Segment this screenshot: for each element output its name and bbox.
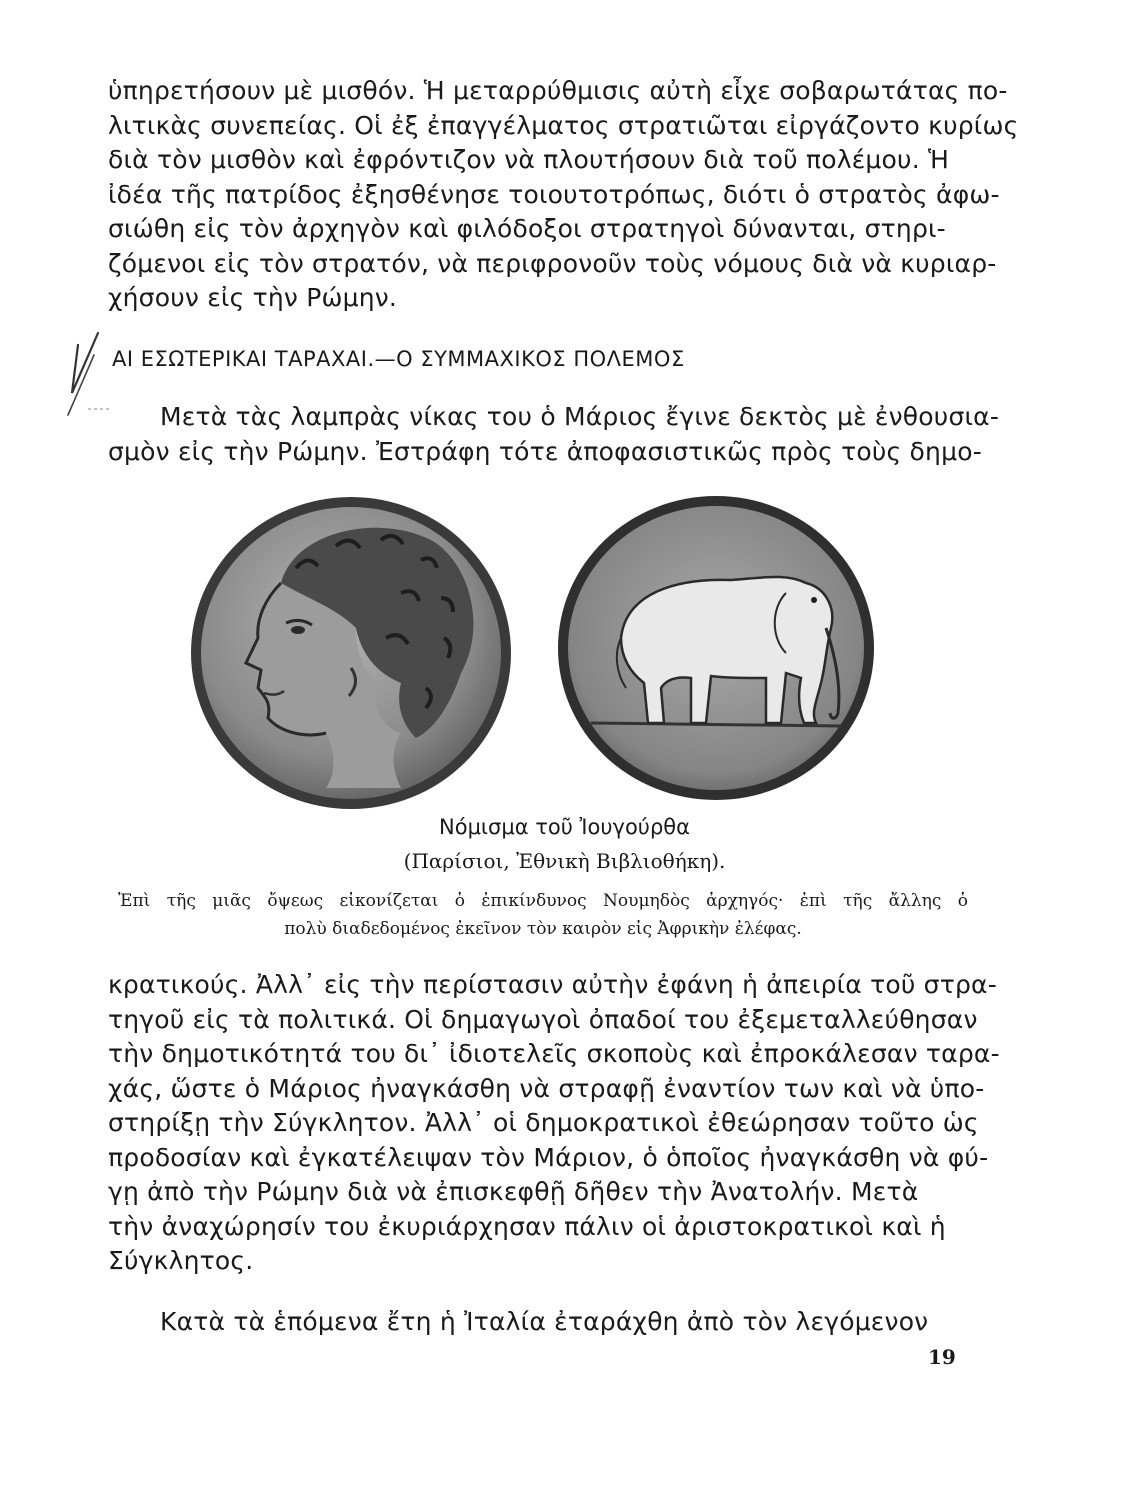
text-line: κρατικούς. Ἀλλ᾿ εἰς τὴν περίστασιν αὐτὴν ἐφάνη ἡ ἀπειρία τοῦ στρα-	[108, 970, 997, 999]
text-line: Μετὰ τὰς λαμπρὰς νίκας του ὁ Μάριος ἔγινε δεκτὸς μὲ ἐνθουσια-	[160, 402, 1000, 431]
text-line: διὰ τὸν μισθὸν καὶ ἐφρόντιζον νὰ πλουτήσουν διὰ τοῦ πολέμου. Ἡ	[108, 145, 950, 174]
text-line: τὴν δημοτικότητά του δι᾿ ἰδιοτελεῖς σκοποὺς καὶ ἐπροκάλεσαν ταρα-	[108, 1039, 1000, 1068]
text-line: λιτικὰς συνεπείας. Οἱ ἐξ ἐπαγγέλματος στρατιῶται εἰργάζοντο κυρίως	[108, 110, 1019, 140]
text-line: σιώθη εἰς τὸν ἀρχηγὸν καὶ φιλόδοξοι στρατηγοὶ δύνανται, στηρι-	[108, 214, 946, 243]
text-line: τὴν ἀναχώρησίν του ἐκυριάρχησαν πάλιν οἱ ἀριστοκρατικοὶ καὶ ἡ	[108, 1211, 946, 1241]
figure-caption-source: (Παρίσιοι, Ἐθνικὴ Βιβλιοθήκη).	[403, 849, 726, 873]
text-line: τηγοῦ εἰς τὰ πολιτικά. Οἱ δημαγωγοὶ ὀπαδοί του ἐξεμεταλλεύθησαν	[108, 1004, 978, 1034]
text-line: ἰδέα τῆς πατρίδος ἐξησθένησε τοιουτοτρόπως, διότι ὁ στρατὸς ἀφω-	[108, 179, 1000, 209]
page-number: 19	[928, 1345, 956, 1369]
text-line: στηρίξῃ τὴν Σύγκλητον. Ἀλλ᾿ οἱ δημοκρατικοὶ ἐθεώρησαν τοῦτο ὡς	[108, 1108, 979, 1137]
caption-note-line: πολὺ διαδεδομένος ἐκεῖνον τὸν καιρὸν εἰς Ἀφρικὴν ἐλέφας.	[284, 919, 802, 939]
coin-illustration	[186, 488, 886, 818]
paragraph-4	[108, 1305, 963, 1340]
handwritten-check-mark	[58, 325, 113, 420]
paragraph-1	[108, 74, 1019, 316]
text-line: γῃ ἀπὸ τὴν Ρώμην διὰ νὰ ἐπισκεφθῇ δῆθεν τὴν Ἀνατολήν. Μετὰ	[108, 1177, 919, 1206]
figure-caption-title: Νόμισμα τοῦ Ἰουγούρθα	[439, 815, 690, 839]
paragraph-3	[108, 968, 1000, 1279]
caption-note-line: Ἐπὶ τῆς μιᾶς ὄψεως εἰκονίζεται ὁ ἐπικίνδυνος Νουμηδὸς ἀρχηγός· ἐπὶ τῆς ἄλλης ὁ	[118, 891, 968, 911]
text-line: Κατὰ τὰ ἑπόμενα ἔτη ἡ Ἰταλία ἐταράχθη ἀπὸ τὸν λεγόμενον	[160, 1307, 929, 1336]
text-line: σμὸν εἰς τὴν Ρώμην. Ἐστράφη τότε ἀποφασιστικῶς πρὸς τοὺς δημο-	[108, 436, 982, 466]
text-line: χήσουν εἰς τὴν Ρώμην.	[108, 283, 398, 312]
text-line: Σύγκλητος.	[108, 1246, 254, 1275]
paragraph-2	[108, 400, 1000, 469]
text-line: ζόμενοι εἰς τὸν στρατόν, νὰ περιφρονοῦν τοὺς νόμους διὰ νὰ κυριαρ-	[108, 248, 997, 278]
text-line: προδοσίαν καὶ ἐγκατέλειψαν τὸν Μάριον, ὁ ὁποῖος ἠναγκάσθη νὰ φύ-	[108, 1142, 989, 1172]
coin-reverse	[558, 496, 874, 800]
section-heading: ΑΙ ΕΣΩΤΕΡΙΚΑΙ ΤΑΡΑΧΑΙ.—Ο ΣΥΜΜΑΧΙΚΟΣ ΠΟΛΕΜΟΣ	[112, 347, 685, 371]
text-line: ὑπηρετήσουν μὲ μισθόν. Ἡ μεταρρύθμισις αὐτὴ εἶχε σοβαρωτάτας πο-	[108, 76, 1008, 105]
coin-obverse	[191, 497, 511, 809]
text-line: χάς, ὥστε ὁ Μάριος ἠναγκάσθη νὰ στραφῇ ἐναντίον των καὶ νὰ ὑπο-	[108, 1073, 985, 1103]
figure-caption-note	[118, 887, 968, 943]
